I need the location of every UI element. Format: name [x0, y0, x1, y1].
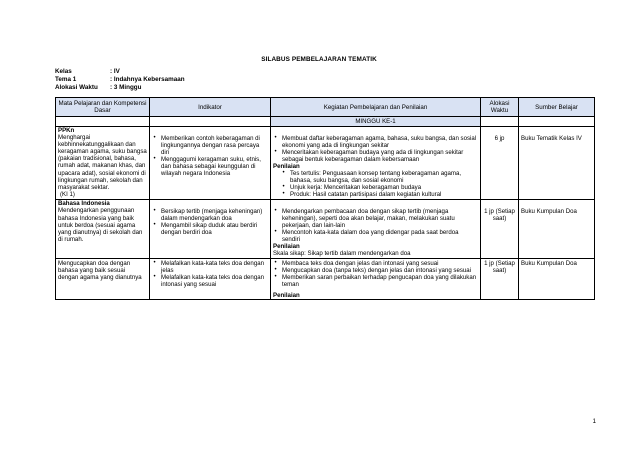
competency-text: Menghargai kebhinnekatunggalikaan dan keragaman agama, suku bangsa (pakaian tradisional, bahasa, rumah adat, makanan khas, dan upacara adat), sosial ekonomi di lingkungan rumah, sekolah dan masyarakat sektar.	[58, 134, 147, 191]
subject-cell	[56, 199, 150, 258]
time-cell: 1 jp (Setiap saat)	[481, 199, 519, 258]
list-item: • Melafalkan kata-kata teks doa dengan intonasi yang sesuai	[152, 274, 268, 288]
activity-list	[273, 135, 478, 163]
meta-row-class	[55, 68, 185, 76]
list-item: • Menggagumi keragaman suku, etnis, dan bahasa sebagai keunggulan di wilayah negara Indonesia	[152, 156, 268, 177]
indicator-list	[152, 135, 268, 178]
list-item: • Mencontoh kata-kata dalam doa yang didengar pada saat berdoa sendiri	[273, 229, 478, 243]
activity-list	[273, 260, 478, 288]
list-item: • Tes tertulis: Penguasaan konsep tentang keberagaman agama, bahasa, suku bangsa, dan sosial ekonomi	[281, 170, 478, 184]
activity-cell	[271, 259, 481, 300]
activity-cell	[271, 199, 481, 258]
assessment-label: Penilaian	[273, 291, 300, 299]
subject-title: PPKn	[58, 127, 75, 134]
indicator-list	[152, 208, 268, 236]
meta-label: Kelas	[55, 68, 72, 75]
meta-value: : IV	[110, 68, 120, 75]
table-header-row	[56, 98, 595, 117]
list-item: • Bersikap tertib (menjaga keheningan) dalam mendengarkan doa	[152, 208, 268, 222]
list-item: • Menceritakan keberagaman budaya yang ada di lingkungan sekitar sebagai bentuk keberagaman dalam kebersamaan	[273, 149, 478, 163]
subject-cell	[56, 126, 150, 199]
document-meta	[55, 68, 185, 92]
indicator-cell	[150, 259, 271, 300]
meta-label: Alokasi Waktu	[55, 84, 98, 91]
indicator-cell	[150, 199, 271, 258]
header-activity: Kegiatan Pembelajaran dan Penilaian	[271, 98, 481, 117]
table-row	[56, 126, 595, 199]
time-cell: 6 jp	[481, 126, 519, 199]
activity-list	[273, 208, 478, 243]
week-label: MINGGU KE-1	[271, 117, 481, 126]
meta-label: Tema 1	[55, 76, 77, 83]
list-item: • Melafalkan kata-kata teks doa dengan jelas	[152, 260, 268, 274]
assessment-label: Penilaian	[273, 243, 300, 251]
assessment-list	[273, 170, 478, 198]
syllabus-table	[55, 97, 595, 300]
time-cell: 1 jp (Setiap saat)	[481, 259, 519, 300]
week-row	[56, 117, 595, 126]
list-item: • Mengucapkan doa (tanpa teks) dengan jelas dan intonasi yang sesuai	[273, 267, 478, 274]
header-indicator: Indikator	[150, 98, 271, 117]
list-item: • Unjuk kerja: Menceritakan keberagaman budaya	[281, 184, 478, 191]
indicator-list	[152, 260, 268, 288]
assessment-text: Skala sikap: Sikap tertib dalam mendengarkan doa	[273, 250, 411, 258]
list-item: • Memberikan contoh keberagaman di lingkungannya dengan rasa percaya diri	[152, 135, 268, 156]
list-item: • Membaca teks doa dengan jelas dan intonasi yang sesuai	[273, 260, 478, 267]
source-cell: Buku Kumpulan Doa	[519, 199, 595, 258]
subject-title: Bahasa Indonesia	[58, 200, 110, 208]
meta-value: : Indahnya Kebersamaan	[110, 76, 185, 83]
competency-ref: (KI 1)	[60, 190, 75, 198]
list-item: • Membuat daftar keberagaman agama, bahasa, suku bangsa, dan sosial ekonomi yang ada di lingkungan sekitar	[273, 135, 478, 149]
source-cell: Buku Tematik Kelas IV	[519, 126, 595, 199]
competency-text: Mengucapkan doa dengan bahasa yang baik sesuai dengan agama yang dianutnya	[58, 259, 142, 281]
meta-row-theme	[55, 76, 185, 84]
list-item: • Produk: Hasil catatan partisipasi dalam kegiatan kultural	[281, 191, 478, 198]
source-cell: Buku Kumpulan Doa	[519, 259, 595, 300]
competency-text: Mendengarkan penggunaan bahasa Indonesia yang baik untuk berdoa (sesuai agama yang dianutnya) di sekolah dan di rumah.	[58, 207, 143, 243]
list-item: • Mendengarkan pembacaan doa dengan sikap tertib (menjaga keheningan), seperti doa akan belajar, makan, melakukan suatu pekerjaan, dan lain-lain	[273, 208, 478, 229]
meta-value: : 3 Minggu	[110, 84, 142, 91]
document-title: SILABUS PEMBELAJARAN TEMATIK	[261, 56, 377, 63]
header-time: Alokasi Waktu	[481, 98, 519, 117]
list-item: • Memberikan saran perbaikan terhadap pengucapan doa yang dilakukan teman	[273, 274, 478, 288]
list-item: • Mengambil sikap duduk atau berdiri dengan berdiri doa	[152, 222, 268, 236]
header-source: Sumber Belajar	[519, 98, 595, 117]
meta-row-time	[55, 84, 185, 92]
header-subject: Mata Pelajaran dan Kompetensi Dasar	[56, 98, 150, 117]
table-row	[56, 199, 595, 258]
subject-cell	[56, 259, 150, 300]
indicator-cell	[150, 126, 271, 199]
page-number: 1	[592, 418, 596, 425]
activity-cell	[271, 126, 481, 199]
assessment-label: Penilaian	[273, 162, 300, 170]
table-row	[56, 259, 595, 300]
